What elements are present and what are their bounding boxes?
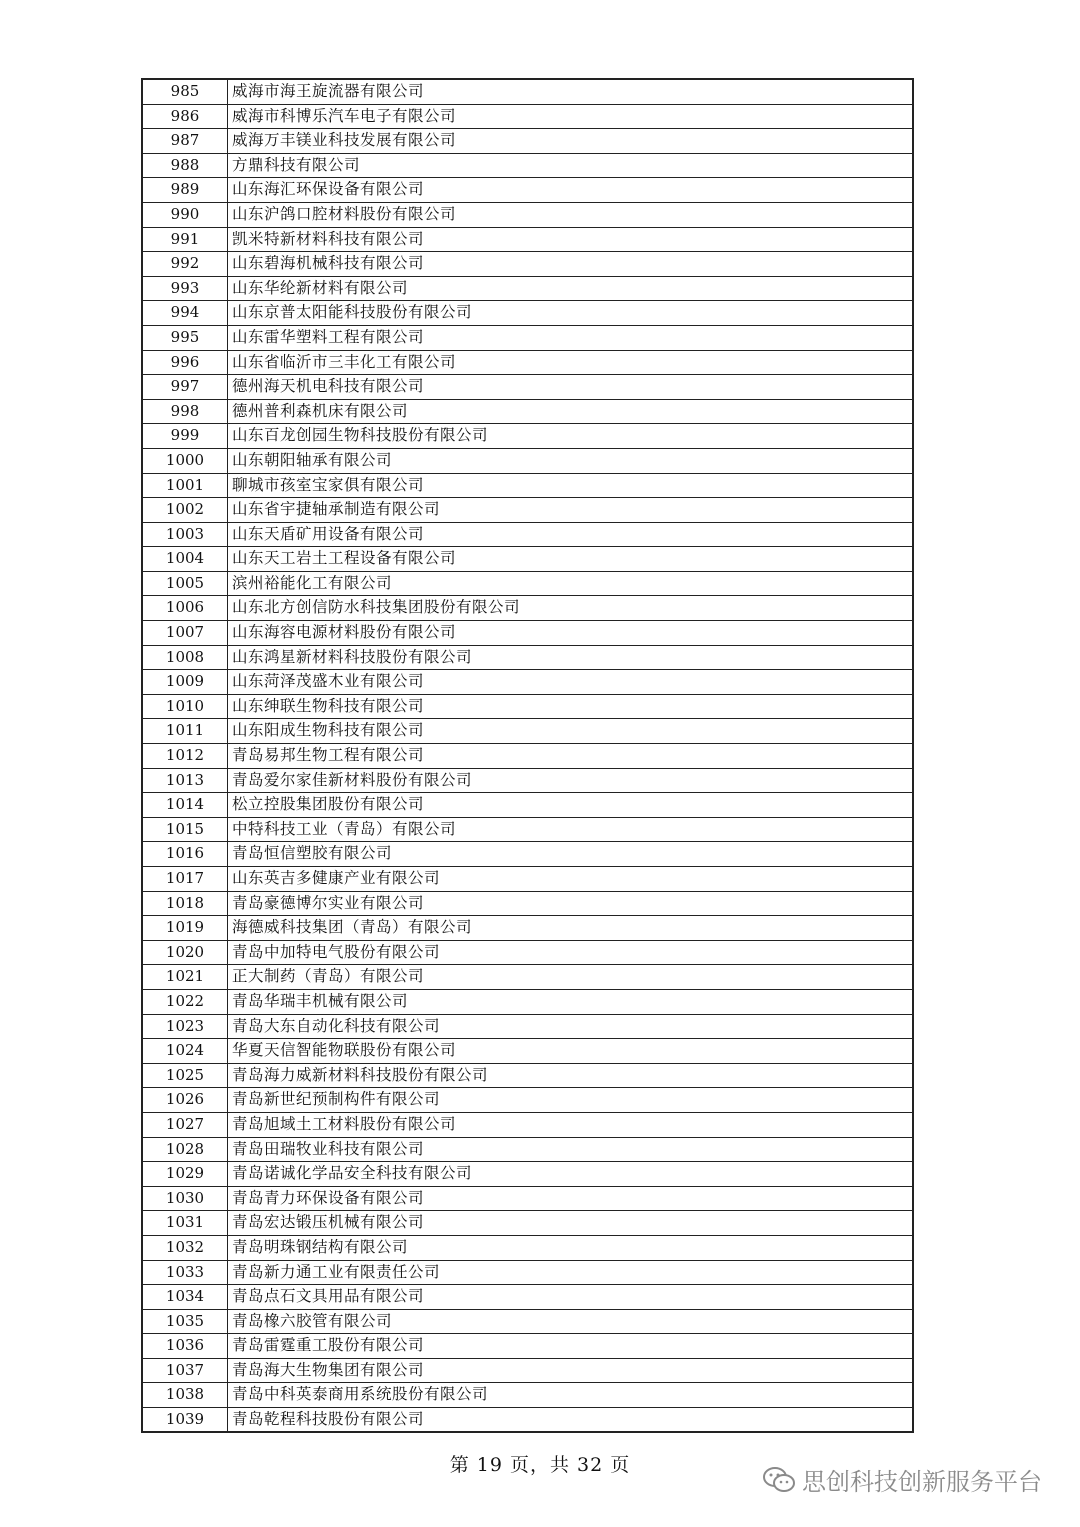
table-row — [143, 1162, 912, 1187]
row-number: 991 — [143, 228, 228, 252]
company-name: 青岛恒信塑胶有限公司 — [232, 844, 393, 863]
company-name: 山东北方创信防水科技集团股份有限公司 — [232, 598, 521, 617]
row-number: 1016 — [143, 842, 228, 866]
company-name: 青岛青力环保设备有限公司 — [232, 1188, 425, 1207]
table-row — [143, 1088, 912, 1113]
company-name: 青岛田瑞牧业科技有限公司 — [232, 1139, 425, 1158]
row-number: 1031 — [143, 1211, 228, 1235]
table-row — [143, 1064, 912, 1089]
company-name: 山东鸿星新材料科技股份有限公司 — [232, 647, 473, 666]
row-number: 1033 — [143, 1261, 228, 1285]
company-name: 山东百龙创园生物科技股份有限公司 — [232, 426, 489, 445]
company-name: 海德威科技集团（青岛）有限公司 — [232, 918, 473, 937]
company-name: 山东朝阳轴承有限公司 — [232, 450, 393, 469]
company-name: 山东省宇捷轴承制造有限公司 — [232, 500, 441, 519]
row-number: 992 — [143, 252, 228, 276]
table-row — [143, 1187, 912, 1212]
table-row — [143, 228, 912, 253]
table-row — [143, 719, 912, 744]
row-number: 1010 — [143, 695, 228, 719]
table-row — [143, 351, 912, 376]
table-row — [143, 1285, 912, 1310]
company-name: 山东华纶新材料有限公司 — [232, 278, 409, 297]
row-number: 986 — [143, 105, 228, 129]
company-name: 青岛易邦生物工程有限公司 — [232, 746, 425, 765]
company-name: 青岛华瑞丰机械有限公司 — [232, 991, 409, 1010]
table-row — [143, 1261, 912, 1286]
table-row — [143, 1334, 912, 1359]
table-row — [143, 1408, 912, 1433]
company-name: 青岛海力威新材料科技股份有限公司 — [232, 1065, 489, 1084]
row-number: 1007 — [143, 621, 228, 645]
company-name: 滨州裕能化工有限公司 — [232, 573, 393, 592]
company-name: 青岛点石文具用品有限公司 — [232, 1287, 425, 1306]
row-number: 1018 — [143, 892, 228, 916]
table-row — [143, 80, 912, 105]
row-number: 1006 — [143, 596, 228, 620]
company-name: 青岛新力通工业有限责任公司 — [232, 1262, 441, 1281]
table-row — [143, 1236, 912, 1261]
table-row — [143, 1039, 912, 1064]
row-number: 1011 — [143, 719, 228, 743]
row-number: 1024 — [143, 1039, 228, 1063]
company-name: 山东阳成生物科技有限公司 — [232, 721, 425, 740]
table-row — [143, 646, 912, 671]
table-row — [143, 1211, 912, 1236]
table-row — [143, 203, 912, 228]
table-row — [143, 596, 912, 621]
watermark-text: 思创科技创新服务平台 — [802, 1468, 1042, 1496]
table-row — [143, 744, 912, 769]
table-row — [143, 621, 912, 646]
table-row — [143, 277, 912, 302]
company-name: 青岛雷霆重工股份有限公司 — [232, 1336, 425, 1355]
company-name: 山东沪鸽口腔材料股份有限公司 — [232, 204, 457, 223]
company-name: 山东省临沂市三丰化工有限公司 — [232, 352, 457, 371]
company-name: 山东海汇环保设备有限公司 — [232, 180, 425, 199]
row-number: 1022 — [143, 990, 228, 1014]
row-number: 1021 — [143, 965, 228, 989]
row-number: 1005 — [143, 572, 228, 596]
row-number: 1000 — [143, 449, 228, 473]
table-row — [143, 400, 912, 425]
row-number: 995 — [143, 326, 228, 350]
table-row — [143, 252, 912, 277]
row-number: 1039 — [143, 1408, 228, 1431]
table-row — [143, 1359, 912, 1384]
table-row — [143, 670, 912, 695]
company-name: 山东碧海机械科技有限公司 — [232, 254, 425, 273]
table-row — [143, 842, 912, 867]
company-name: 青岛新世纪预制构件有限公司 — [232, 1090, 441, 1109]
table-row — [143, 547, 912, 572]
row-number: 999 — [143, 424, 228, 448]
table-row — [143, 375, 912, 400]
table-row — [143, 818, 912, 843]
company-name: 山东英吉多健康产业有限公司 — [232, 869, 441, 887]
company-name: 山东天工岩土工程设备有限公司 — [232, 549, 457, 568]
row-number: 1001 — [143, 474, 228, 498]
row-number: 1002 — [143, 498, 228, 522]
row-number: 993 — [143, 277, 228, 301]
table-row — [143, 1383, 912, 1408]
company-name: 青岛橡六胶管有限公司 — [232, 1311, 393, 1330]
table-row — [143, 1138, 912, 1163]
row-number: 1017 — [143, 867, 228, 891]
table-row — [143, 326, 912, 351]
table-row — [143, 695, 912, 720]
row-number: 1036 — [143, 1334, 228, 1358]
table-row — [143, 1310, 912, 1335]
company-name: 聊城市孩室宝家俱有限公司 — [232, 475, 425, 494]
company-name: 青岛大东自动化科技有限公司 — [232, 1016, 441, 1035]
row-number: 1025 — [143, 1064, 228, 1088]
table-row — [143, 178, 912, 203]
row-number: 988 — [143, 154, 228, 178]
company-name: 威海市海王旋流器有限公司 — [232, 82, 425, 100]
company-name: 青岛宏达锻压机械有限公司 — [232, 1213, 425, 1232]
table-row — [143, 523, 912, 548]
table-row — [143, 1113, 912, 1138]
row-number: 1023 — [143, 1015, 228, 1039]
table-row — [143, 301, 912, 326]
row-number: 1015 — [143, 818, 228, 842]
company-table — [141, 78, 914, 1433]
watermark — [762, 1462, 1042, 1497]
table-row — [143, 474, 912, 499]
row-number: 989 — [143, 178, 228, 202]
table-row — [143, 498, 912, 523]
company-name: 德州普利森机床有限公司 — [232, 401, 409, 420]
row-number: 996 — [143, 351, 228, 375]
row-number: 1019 — [143, 916, 228, 940]
page-number: 第 19 页，共 32 页 — [449, 1454, 631, 1476]
row-number: 1009 — [143, 670, 228, 694]
table-row — [143, 129, 912, 154]
row-number: 1029 — [143, 1162, 228, 1186]
table-row — [143, 965, 912, 990]
row-number: 1034 — [143, 1285, 228, 1309]
table-row — [143, 449, 912, 474]
company-name: 青岛中科英泰商用系统股份有限公司 — [232, 1385, 489, 1404]
company-name: 青岛乾程科技股份有限公司 — [232, 1410, 425, 1429]
company-name: 山东菏泽茂盛木业有限公司 — [232, 672, 425, 691]
company-name: 正大制药（青岛）有限公司 — [232, 967, 425, 986]
row-number: 1030 — [143, 1187, 228, 1211]
company-name: 松立控股集团股份有限公司 — [232, 795, 425, 814]
table-row — [143, 867, 912, 892]
row-number: 1027 — [143, 1113, 228, 1137]
company-name: 山东天盾矿用设备有限公司 — [232, 524, 425, 543]
company-name: 山东京普太阳能科技股份有限公司 — [232, 303, 473, 322]
row-number: 994 — [143, 301, 228, 325]
row-number: 990 — [143, 203, 228, 227]
row-number: 1008 — [143, 646, 228, 670]
row-number: 985 — [143, 80, 228, 104]
company-name: 青岛爱尔家佳新材料股份有限公司 — [232, 770, 473, 789]
company-name: 凯米特新材料科技有限公司 — [232, 229, 425, 248]
row-number: 1020 — [143, 941, 228, 965]
table-row — [143, 424, 912, 449]
company-name: 青岛明珠钢结构有限公司 — [232, 1237, 409, 1256]
row-number: 1013 — [143, 769, 228, 793]
company-name: 山东海容电源材料股份有限公司 — [232, 623, 457, 642]
company-name: 青岛旭域土工材料股份有限公司 — [232, 1114, 457, 1133]
table-row — [143, 154, 912, 179]
table-row — [143, 793, 912, 818]
row-number: 1004 — [143, 547, 228, 571]
row-number: 1003 — [143, 523, 228, 547]
row-number: 1032 — [143, 1236, 228, 1260]
row-number: 1037 — [143, 1359, 228, 1383]
row-number: 1028 — [143, 1138, 228, 1162]
table-row — [143, 105, 912, 130]
row-number: 1026 — [143, 1088, 228, 1112]
row-number: 997 — [143, 375, 228, 399]
company-name: 青岛豪德博尔实业有限公司 — [232, 893, 425, 912]
table-row — [143, 892, 912, 917]
table-row — [143, 941, 912, 966]
company-name: 青岛中加特电气股份有限公司 — [232, 942, 441, 961]
row-number: 1012 — [143, 744, 228, 768]
company-name: 中特科技工业（青岛）有限公司 — [232, 819, 457, 838]
company-name: 青岛海大生物集团有限公司 — [232, 1360, 425, 1379]
company-name: 方鼎科技有限公司 — [232, 155, 361, 174]
table-row — [143, 572, 912, 597]
company-name: 山东雷华塑料工程有限公司 — [232, 327, 425, 346]
wechat-icon — [762, 1466, 796, 1494]
row-number: 1014 — [143, 793, 228, 817]
table-row — [143, 1015, 912, 1040]
company-name: 山东绅联生物科技有限公司 — [232, 696, 425, 715]
row-number: 987 — [143, 129, 228, 153]
company-name: 华夏天信智能物联股份有限公司 — [232, 1041, 457, 1060]
row-number: 998 — [143, 400, 228, 424]
table-row — [143, 769, 912, 794]
company-name: 威海市科博乐汽车电子有限公司 — [232, 106, 457, 125]
company-name: 德州海天机电科技有限公司 — [232, 377, 425, 396]
table-row — [143, 916, 912, 941]
company-name: 青岛诺诚化学品安全科技有限公司 — [232, 1164, 473, 1183]
company-name: 威海万丰镁业科技发展有限公司 — [232, 131, 457, 150]
table-row — [143, 990, 912, 1015]
row-number: 1038 — [143, 1383, 228, 1407]
row-number: 1035 — [143, 1310, 228, 1334]
